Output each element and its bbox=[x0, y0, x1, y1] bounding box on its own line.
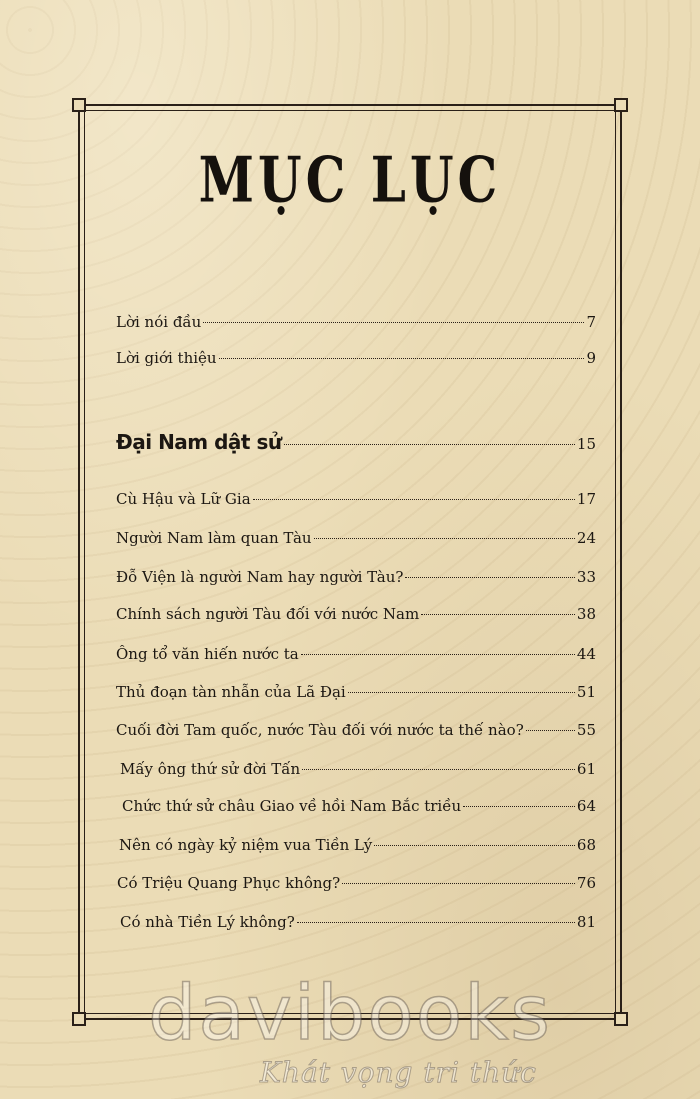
toc-entry bbox=[116, 721, 596, 739]
toc-leader-dots bbox=[219, 358, 585, 359]
toc-leader-dots bbox=[284, 444, 575, 445]
toc-entry bbox=[117, 874, 596, 892]
toc-entry bbox=[122, 797, 596, 815]
toc-leader-dots bbox=[348, 692, 575, 693]
toc-entry-page: 61 bbox=[576, 760, 596, 778]
toc-entry-page: 81 bbox=[576, 913, 596, 931]
toc-entry-label: Chính sách người Tàu đối với nước Nam bbox=[116, 605, 420, 623]
toc-leader-dots bbox=[405, 577, 575, 578]
toc-section-label: Đại Nam dật sử bbox=[116, 430, 282, 454]
toc-entry-page: 7 bbox=[586, 313, 596, 331]
toc-entry-page: 64 bbox=[576, 797, 596, 815]
toc-entry-label: Thủ đoạn tàn nhẫn của Lã Đại bbox=[116, 683, 346, 701]
toc-entry bbox=[116, 490, 596, 508]
toc-leader-dots bbox=[374, 845, 575, 846]
toc-leader-dots bbox=[421, 614, 575, 615]
corner-ornament bbox=[72, 98, 86, 112]
toc-entry-label: Ông tổ văn hiến nước ta bbox=[116, 645, 299, 663]
toc-leader-dots bbox=[302, 769, 575, 770]
toc-entry bbox=[116, 568, 596, 586]
toc-entry-page: 55 bbox=[576, 721, 596, 739]
toc-entry-label: Lời giới thiệu bbox=[116, 349, 217, 367]
toc-entry bbox=[119, 836, 596, 854]
toc-leader-dots bbox=[253, 499, 575, 500]
toc-entry bbox=[116, 645, 596, 663]
toc-entry-page: 76 bbox=[576, 874, 596, 892]
toc-entry-label: Mấy ông thứ sử đời Tấn bbox=[120, 760, 301, 778]
toc-leader-dots bbox=[526, 730, 575, 731]
toc-entry-page: 68 bbox=[576, 836, 596, 854]
toc-section-heading bbox=[116, 430, 596, 454]
toc-entry bbox=[116, 683, 596, 701]
toc-entry-label: Có nhà Tiền Lý không? bbox=[120, 913, 295, 931]
toc-leader-dots bbox=[301, 654, 575, 655]
watermark-brand: davibooks bbox=[148, 968, 552, 1057]
toc-leader-dots bbox=[297, 922, 575, 923]
toc-entry-label: Người Nam làm quan Tàu bbox=[116, 529, 312, 547]
toc-entry-label: Chức thứ sử châu Giao về hồi Nam Bắc triều bbox=[122, 797, 462, 815]
toc-entry bbox=[120, 913, 596, 931]
toc-entry-label: Cuối đời Tam quốc, nước Tàu đối với nước ta thế nào? bbox=[116, 721, 524, 739]
toc-entry bbox=[116, 605, 596, 623]
toc-entry-page: 33 bbox=[576, 568, 596, 586]
toc-leader-dots bbox=[203, 322, 584, 323]
toc-entry bbox=[116, 349, 596, 367]
page-title: MỤC LỤC bbox=[198, 142, 502, 217]
toc-entry-label: Lời nói đầu bbox=[116, 313, 202, 331]
toc-entry-page: 38 bbox=[576, 605, 596, 623]
toc-entry-label: Có Triệu Quang Phục không? bbox=[117, 874, 341, 892]
watermark-tagline: Khát vọng tri thức bbox=[260, 1056, 537, 1089]
toc-section-page: 15 bbox=[576, 435, 596, 453]
toc-leader-dots bbox=[342, 883, 575, 884]
toc-entry-page: 9 bbox=[586, 349, 596, 367]
toc-entry-page: 24 bbox=[576, 529, 596, 547]
toc-entry-label: Cù Hậu và Lữ Gia bbox=[116, 490, 251, 508]
toc-entry bbox=[116, 529, 596, 547]
toc-entry-label: Nên có ngày kỷ niệm vua Tiền Lý bbox=[119, 836, 373, 854]
toc-leader-dots bbox=[463, 806, 575, 807]
toc-entry-label: Đỗ Viện là người Nam hay người Tàu? bbox=[116, 568, 404, 586]
toc-entry-page: 17 bbox=[576, 490, 596, 508]
corner-ornament bbox=[614, 98, 628, 112]
toc-entry bbox=[120, 760, 596, 778]
toc-entry-page: 51 bbox=[576, 683, 596, 701]
toc-entry-page: 44 bbox=[576, 645, 596, 663]
toc-leader-dots bbox=[314, 538, 575, 539]
toc-entry bbox=[116, 313, 596, 331]
